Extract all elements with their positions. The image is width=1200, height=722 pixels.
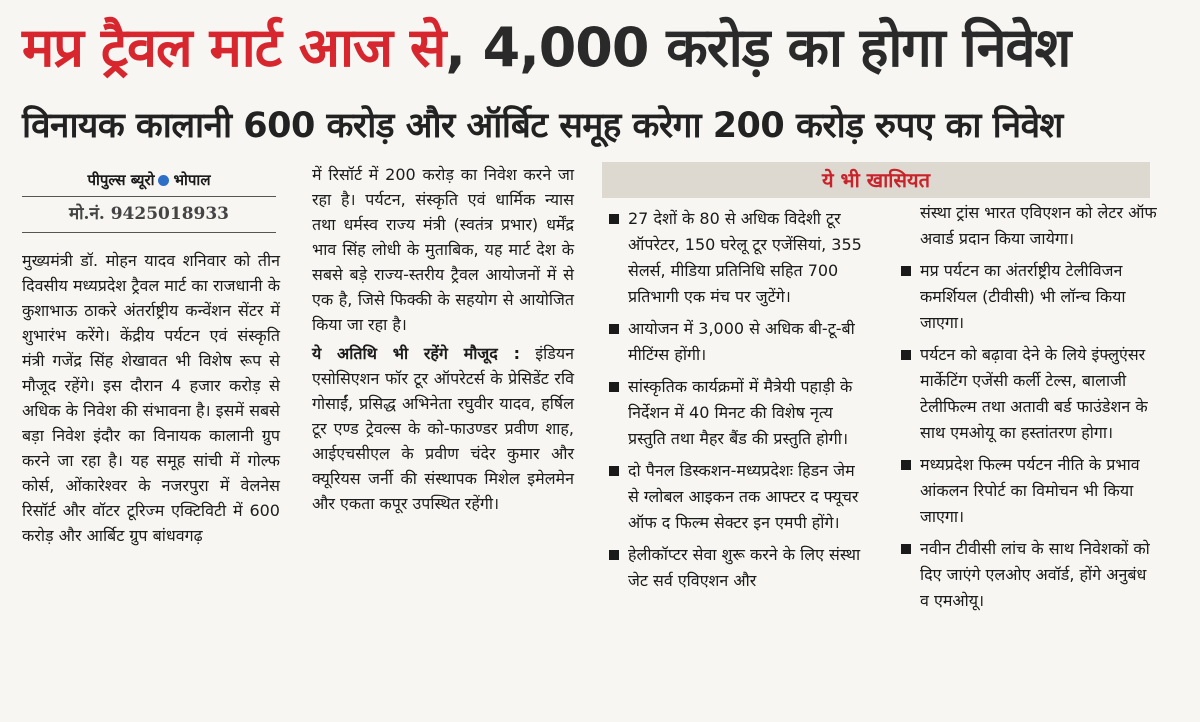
list-item: मप्र पर्यटन का अंतर्राष्ट्रीय टेलीविजन कमर्शियल (टीवीसी) भी लॉन्च किया जाएगा। — [898, 258, 1160, 336]
bullet-square-icon — [609, 466, 619, 476]
bullet-square-icon — [901, 460, 911, 470]
byline — [22, 168, 276, 192]
subheadline: विनायक कालानी 600 करोड़ और ऑर्बिट समूह करेगा 200 करोड़ रुपए का निवेश — [22, 106, 1063, 146]
byline-dot-icon — [158, 175, 169, 186]
guests-text: इंडियन एसोसिएशन फॉर टूर ऑपरेटर्स के प्रेसिडेंट रवि गोसाईं, प्रसिद्ध अभिनेता रघुवीर यादव, हर्षिल टूर एण्ड ट्रेवल्स के को-फाउण्डर प्रवीण शाह, आईएचसीएल के प्रवीण चंदेर कुमार और क्यूरियस जर्नी की संस्थापक मिशेल इमेलमेन और एकता कपूर उपस्थित रहेंगी। — [312, 344, 574, 513]
headline — [22, 4, 1182, 92]
article-column-1 — [22, 248, 280, 548]
byline-bureau: पीपुल्स ब्यूरो — [87, 171, 155, 189]
bullet-square-icon — [609, 382, 619, 392]
list-item: मध्यप्रदेश फिल्म पर्यटन नीति के प्रभाव आंकलन रिपोर्ट का विमोचन भी किया जाएगा। — [898, 452, 1160, 530]
bullet-square-icon — [901, 266, 911, 276]
sidebar-title: ये भी खासियत — [602, 162, 1150, 198]
headline-black-part: , 4,000 करोड़ का होगा निवेश — [445, 16, 1071, 79]
byline-divider — [22, 196, 276, 197]
byline-mobile: मो.नं. 9425018933 — [68, 204, 230, 224]
list-item: सांस्कृतिक कार्यक्रमों में मैत्रेयी पहाड़ी के निर्देशन में 40 मिनट की विशेष नृत्य प्रस्तुति तथा मैहर बैंड की प्रस्तुति होगी। — [606, 374, 868, 452]
sidebar-list-2 — [898, 200, 1160, 620]
list-item: दो पैनल डिस्कशन-मध्यप्रदेशः हिडन जेम से ग्लोबल आइकन तक आफ्टर द फ्यूचर ऑफ द फिल्म सेक्टर इन एमपी होंगे। — [606, 458, 868, 536]
headline-red-part: मप्र ट्रैवल मार्ट आज से — [22, 16, 446, 79]
article-column-2 — [312, 162, 574, 516]
bullet-square-icon — [901, 350, 911, 360]
article-paragraph: में रिसॉर्ट में 200 करोड़ का निवेश करने जा रहा है। पर्यटन, संस्कृति एवं धार्मिक न्यास तथा धर्मस्व राज्य मंत्री (स्वतंत्र प्रभार) धर्मेंद्र भाव सिंह लोधी के मुताबिक, यह मार्ट देश के सबसे बड़े राज्य-स्तरीय ट्रैवल आयोजनों में से एक है, जिसे फिक्की के सहयोग से आयोजित किया जा रहा है। — [312, 165, 574, 334]
list-item: 27 देशों के 80 से अधिक विदेशी टूर ऑपरेटर, 150 घरेलू टूर एजेंसियां, 355 सेलर्स, मीडिया प्रतिनिधि सहित 700 प्रतिभागी एक मंच पर जुटेंगे। — [606, 206, 868, 310]
list-item: आयोजन में 3,000 से अधिक बी-टू-बी मीटिंग्स होंगी। — [606, 316, 868, 368]
article-paragraph: मुख्यमंत्री डॉ. मोहन यादव शनिवार को तीन दिवसीय मध्यप्रदेश ट्रैवल मार्ट का राजधानी के कुशाभाऊ ठाकरे अंतर्राष्ट्रीय कन्वेंशन सेंटर में शुभारंभ करेंगे। केंद्रीय पर्यटन एवं संस्कृति मंत्री गजेंद्र सिंह शेखावत भी विशेष रूप से मौजूद रहेंगे। इस दौरान 4 हजार करोड़ से अधिक के निवेश की संभावना है। इसमें सबसे बड़ा निवेश इंदौर का विनायक कालानी ग्रुप करने जा रहा है। यह समूह सांची में गोल्फ कोर्स, ओंकारेश्वर के नजरपुरा में वेलनेस रिसॉर्ट और वॉटर टूरिज्म एक्टिविटी में 600 करोड़ और आर्बिट ग्रुप बांधवगढ़ — [22, 251, 280, 545]
byline-city: भोपाल — [173, 171, 211, 189]
guests-heading: ये अतिथि भी रहेंगे मौजूद : — [312, 344, 520, 363]
bullet-square-icon — [609, 550, 619, 560]
byline-divider-bottom — [22, 232, 276, 233]
bullet-square-icon — [609, 324, 619, 334]
list-item-continued: संस्था ट्रांस भारत एविएशन को लेटर ऑफ अवार्ड प्रदान किया जायेगा। — [920, 203, 1157, 248]
list-item: हेलीकॉप्टर सेवा शुरू करने के लिए संस्था जेट सर्व एविएशन और — [606, 542, 868, 594]
list-item: पर्यटन को बढ़ावा देने के लिये इंफ्लुएंसर मार्केटिंग एजेंसी कर्ली टेल्स, बालाजी टेलीफिल्म तथा अतावी बर्ड फाउंडेशन के साथ एमओयू का हस्तांतरण होगा। — [898, 342, 1160, 446]
bullet-square-icon — [609, 214, 619, 224]
bullet-square-icon — [901, 544, 911, 554]
list-item: नवीन टीवीसी लांच के साथ निवेशकों को दिए जाएंगे एलओए अवॉर्ड, होंगे अनुबंध व एमओयू। — [898, 536, 1160, 614]
sidebar-list-1 — [606, 206, 868, 600]
